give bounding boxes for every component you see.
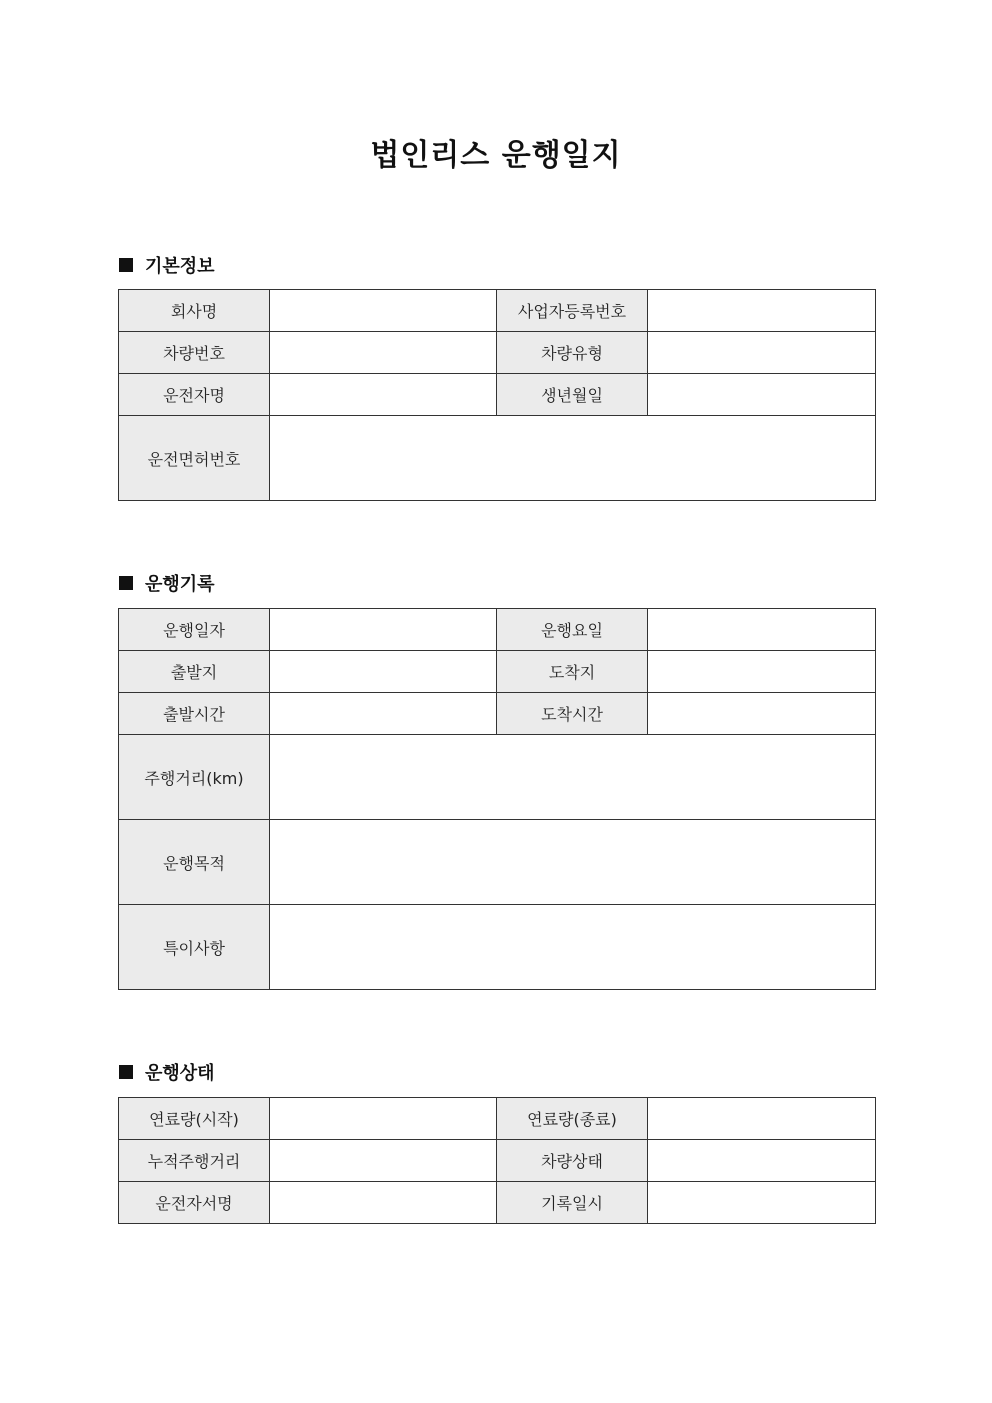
table-row bbox=[119, 693, 876, 735]
vehicle-no-label: 차량번호 bbox=[119, 332, 270, 374]
table-row bbox=[119, 1098, 876, 1140]
drive-weekday-field[interactable] bbox=[648, 609, 876, 651]
table-row bbox=[119, 609, 876, 651]
section-heading-basic bbox=[119, 252, 215, 278]
driver-name-field[interactable] bbox=[270, 374, 497, 416]
drive-record-table bbox=[118, 608, 876, 990]
birth-date-label: 생년월일 bbox=[497, 374, 648, 416]
cumulative-distance-label: 누적주행거리 bbox=[119, 1140, 270, 1182]
table-row bbox=[119, 290, 876, 332]
section-heading-record-label: 운행기록 bbox=[145, 574, 215, 595]
table-row bbox=[119, 374, 876, 416]
table-row bbox=[119, 332, 876, 374]
business-reg-no-field[interactable] bbox=[648, 290, 876, 332]
driver-signature-field[interactable] bbox=[270, 1182, 497, 1224]
license-no-label: 운전면허번호 bbox=[119, 416, 270, 501]
remarks-field[interactable] bbox=[270, 905, 876, 990]
drive-weekday-label: 운행요일 bbox=[497, 609, 648, 651]
drive-date-field[interactable] bbox=[270, 609, 497, 651]
table-row bbox=[119, 651, 876, 693]
vehicle-no-field[interactable] bbox=[270, 332, 497, 374]
license-no-field[interactable] bbox=[270, 416, 876, 501]
remarks-label: 특이사항 bbox=[119, 905, 270, 990]
birth-date-field[interactable] bbox=[648, 374, 876, 416]
arrival-time-field[interactable] bbox=[648, 693, 876, 735]
fuel-end-field[interactable] bbox=[648, 1098, 876, 1140]
departure-field[interactable] bbox=[270, 651, 497, 693]
fuel-end-label: 연료량(종료) bbox=[497, 1098, 648, 1140]
cumulative-distance-field[interactable] bbox=[270, 1140, 497, 1182]
arrival-time-label: 도착시간 bbox=[497, 693, 648, 735]
table-row bbox=[119, 1182, 876, 1224]
distance-label: 주행거리(km) bbox=[119, 735, 270, 820]
arrival-field[interactable] bbox=[648, 651, 876, 693]
departure-time-field[interactable] bbox=[270, 693, 497, 735]
table-row bbox=[119, 735, 876, 820]
section-heading-status bbox=[119, 1059, 215, 1085]
vehicle-condition-label: 차량상태 bbox=[497, 1140, 648, 1182]
purpose-label: 운행목적 bbox=[119, 820, 270, 905]
fuel-start-label: 연료량(시작) bbox=[119, 1098, 270, 1140]
square-bullet-icon bbox=[119, 258, 133, 272]
document-title: 법인리스 운행일지 bbox=[370, 138, 622, 173]
table-row bbox=[119, 905, 876, 990]
section-heading-record bbox=[119, 570, 215, 596]
section-heading-basic-label: 기본정보 bbox=[145, 256, 215, 277]
departure-label: 출발지 bbox=[119, 651, 270, 693]
table-row bbox=[119, 820, 876, 905]
drive-status-table bbox=[118, 1097, 876, 1224]
company-name-label: 회사명 bbox=[119, 290, 270, 332]
business-reg-no-label: 사업자등록번호 bbox=[497, 290, 648, 332]
square-bullet-icon bbox=[119, 576, 133, 590]
arrival-label: 도착지 bbox=[497, 651, 648, 693]
vehicle-type-label: 차량유형 bbox=[497, 332, 648, 374]
section-heading-status-label: 운행상태 bbox=[145, 1063, 215, 1084]
table-row bbox=[119, 416, 876, 501]
drive-date-label: 운행일자 bbox=[119, 609, 270, 651]
distance-field[interactable] bbox=[270, 735, 876, 820]
driver-signature-label: 운전자서명 bbox=[119, 1182, 270, 1224]
square-bullet-icon bbox=[119, 1065, 133, 1079]
record-datetime-label: 기록일시 bbox=[497, 1182, 648, 1224]
record-datetime-field[interactable] bbox=[648, 1182, 876, 1224]
vehicle-type-field[interactable] bbox=[648, 332, 876, 374]
table-row bbox=[119, 1140, 876, 1182]
driver-name-label: 운전자명 bbox=[119, 374, 270, 416]
purpose-field[interactable] bbox=[270, 820, 876, 905]
vehicle-condition-field[interactable] bbox=[648, 1140, 876, 1182]
departure-time-label: 출발시간 bbox=[119, 693, 270, 735]
company-name-field[interactable] bbox=[270, 290, 497, 332]
fuel-start-field[interactable] bbox=[270, 1098, 497, 1140]
basic-info-table bbox=[118, 289, 876, 501]
